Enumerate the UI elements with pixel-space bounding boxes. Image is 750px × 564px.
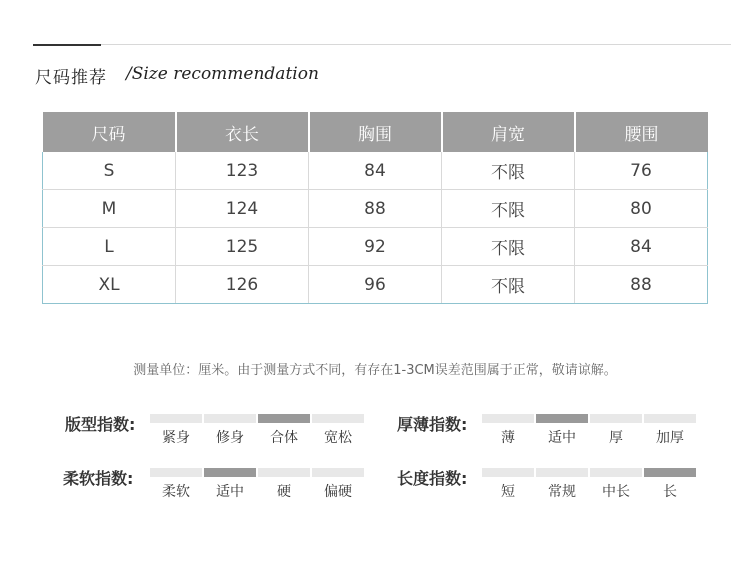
rating-option-label: 长 — [663, 484, 677, 500]
rating-bar — [312, 468, 364, 477]
table-row — [43, 266, 708, 304]
table-cell: 不限 — [442, 190, 575, 228]
rating-option — [536, 468, 588, 501]
rating-label: 版型指数: — [65, 415, 136, 434]
rating-scale — [482, 468, 698, 501]
header-divider — [101, 44, 731, 45]
rating-option — [482, 468, 534, 501]
column-header-length: 衣长 — [176, 112, 309, 152]
table-cell: 92 — [309, 228, 442, 266]
rating-option-label: 厚 — [609, 430, 623, 446]
table-cell: 88 — [309, 190, 442, 228]
rating-option-label: 紧身 — [162, 430, 190, 446]
table-cell: 126 — [176, 266, 309, 304]
section-subtitle: /Size recommendation — [126, 64, 319, 84]
rating-bar — [644, 414, 696, 423]
rating-option-label: 短 — [501, 484, 515, 500]
table-cell: 123 — [176, 152, 309, 190]
table-cell: 124 — [176, 190, 309, 228]
table-cell: L — [43, 228, 176, 266]
measurement-note: 测量单位：厘米。由于测量方式不同，有存在1-3CM误差范围属于正常，敬请谅解。 — [133, 363, 617, 378]
rating-bar — [258, 414, 310, 423]
rating-option — [590, 468, 642, 501]
column-header-waist: 腰围 — [575, 112, 708, 152]
rating-option-label: 加厚 — [656, 430, 684, 446]
rating-option-label: 中长 — [602, 484, 630, 500]
rating-option — [150, 468, 202, 501]
table-row — [43, 190, 708, 228]
rating-option-label: 适中 — [216, 484, 244, 500]
table-cell: 88 — [575, 266, 708, 304]
table-cell: XL — [43, 266, 176, 304]
rating-option — [258, 468, 310, 501]
rating-bar — [536, 414, 588, 423]
table-cell: 76 — [575, 152, 708, 190]
table-cell: 不限 — [442, 228, 575, 266]
table-cell: S — [43, 152, 176, 190]
table-header-row — [43, 112, 708, 152]
table-cell: 不限 — [442, 152, 575, 190]
size-table — [42, 112, 708, 304]
rating-option-label: 合体 — [270, 430, 298, 446]
rating-scale — [482, 414, 698, 447]
rating-bar — [258, 468, 310, 477]
rating-bar — [312, 414, 364, 423]
rating-option-label: 偏硬 — [324, 484, 352, 500]
rating-option — [150, 414, 202, 447]
rating-option-label: 常规 — [548, 484, 576, 500]
rating-option-label: 宽松 — [324, 430, 352, 446]
table-row — [43, 152, 708, 190]
rating-option-label: 硬 — [277, 484, 291, 500]
column-header-chest: 胸围 — [309, 112, 442, 152]
column-header-shoulder: 肩宽 — [442, 112, 575, 152]
rating-bar — [150, 414, 202, 423]
rating-option — [644, 468, 696, 501]
table-cell: 84 — [309, 152, 442, 190]
table-cell: M — [43, 190, 176, 228]
rating-bar — [590, 414, 642, 423]
header-accent-rule — [33, 44, 101, 46]
rating-label: 柔软指数: — [63, 469, 134, 488]
rating-option — [312, 468, 364, 501]
rating-option — [258, 414, 310, 447]
table-cell: 96 — [309, 266, 442, 304]
rating-bar — [150, 468, 202, 477]
rating-option-label: 修身 — [216, 430, 244, 446]
rating-scale — [150, 468, 366, 501]
table-row — [43, 228, 708, 266]
rating-label: 长度指数: — [397, 469, 468, 488]
rating-option — [204, 414, 256, 447]
table-cell: 125 — [176, 228, 309, 266]
rating-bar — [482, 414, 534, 423]
column-header-size: 尺码 — [43, 112, 176, 152]
rating-option-label: 薄 — [501, 430, 515, 446]
rating-bar — [482, 468, 534, 477]
rating-bar — [590, 468, 642, 477]
rating-scale — [150, 414, 366, 447]
section-title: 尺码推荐 — [35, 68, 107, 88]
table-cell: 80 — [575, 190, 708, 228]
rating-bar — [644, 468, 696, 477]
rating-option — [482, 414, 534, 447]
rating-bar — [204, 414, 256, 423]
rating-option — [590, 414, 642, 447]
rating-bar — [536, 468, 588, 477]
rating-option — [536, 414, 588, 447]
table-cell: 84 — [575, 228, 708, 266]
rating-option — [204, 468, 256, 501]
rating-option — [312, 414, 364, 447]
table-cell: 不限 — [442, 266, 575, 304]
rating-label: 厚薄指数: — [397, 415, 468, 434]
rating-option-label: 适中 — [548, 430, 576, 446]
rating-option-label: 柔软 — [162, 484, 190, 500]
rating-bar — [204, 468, 256, 477]
rating-option — [644, 414, 696, 447]
